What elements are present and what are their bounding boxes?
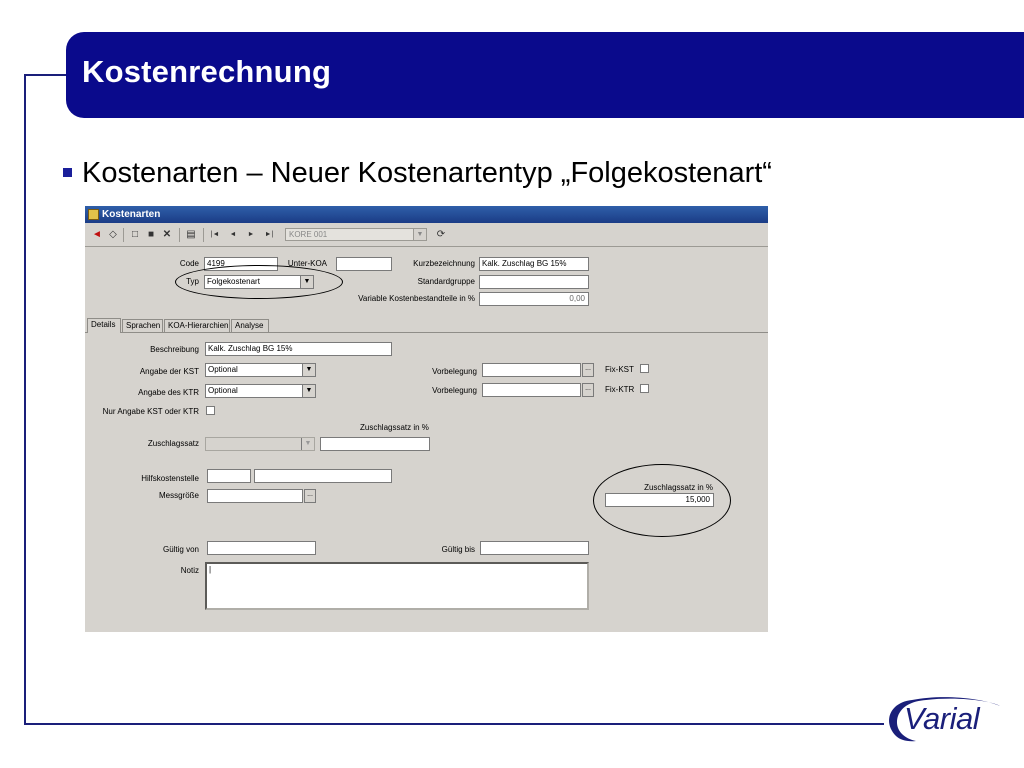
highlight-ellipse-zuschlag — [593, 464, 731, 537]
slide-subtitle: Kostenarten – Neuer Kostenartentyp „Folgekostenart“ — [82, 157, 772, 189]
toolbar-separator — [123, 228, 124, 242]
fix-ktr-checkbox[interactable] — [640, 384, 649, 393]
mandant-combo-value: KORE 001 — [289, 230, 328, 239]
varial-logo — [882, 692, 1006, 748]
angabe-ktr-label: Angabe des KTR — [138, 388, 199, 397]
tab-details[interactable]: Details — [87, 318, 121, 333]
fix-ktr-label: Fix-KTR — [605, 385, 635, 394]
kostenarten-window — [85, 206, 768, 632]
gueltig-von-field[interactable] — [207, 541, 316, 555]
toolbar-separator — [203, 228, 204, 242]
messgroesse-field[interactable] — [207, 489, 303, 503]
typ-select-value: Folgekostenart — [207, 277, 260, 286]
hilfskostenstelle-code-field[interactable] — [207, 469, 251, 483]
chevron-down-icon[interactable]: ▼ — [302, 385, 315, 397]
chevron-down-icon[interactable]: ▼ — [302, 364, 315, 376]
beschreibung-label: Beschreibung — [150, 345, 199, 354]
variable-kostenbestandteile-field[interactable]: 0,00 — [479, 292, 589, 306]
gueltig-bis-field[interactable] — [480, 541, 589, 555]
back-arrow-icon[interactable]: ◄ — [92, 229, 102, 240]
zuschlagssatz-select[interactable] — [205, 437, 315, 451]
zuschlagssatz-label: Zuschlagssatz — [147, 439, 199, 448]
delete-icon[interactable]: ✕ — [162, 229, 172, 240]
slide-title-bar — [66, 32, 1024, 118]
nur-angabe-checkbox[interactable] — [206, 406, 215, 415]
window-titlebar — [85, 206, 768, 223]
code-field[interactable]: 4199 — [204, 257, 278, 271]
frame-line-bottom — [24, 723, 884, 725]
unterkoa-field[interactable] — [336, 257, 392, 271]
zuschlagssatz-callout-label: Zuschlagssatz in % — [644, 483, 713, 492]
gueltig-von-label: Gültig von — [162, 545, 199, 554]
chevron-down-icon[interactable]: ▼ — [300, 276, 313, 288]
frame-line-left — [24, 74, 26, 724]
angabe-ktr-value: Optional — [208, 386, 238, 395]
angabe-kst-label: Angabe der KST — [139, 367, 199, 376]
vorbelegung-kst-field[interactable] — [482, 363, 581, 377]
save-icon[interactable]: ■ — [147, 229, 155, 240]
beschreibung-field[interactable]: Kalk. Zuschlag BG 15% — [205, 342, 392, 356]
variable-kostenbestandteile-label: Variable Kostenbestandteile in % — [358, 294, 475, 303]
toolbar-separator — [179, 228, 180, 242]
vorbelegung-kst-lookup-button[interactable]: ... — [582, 363, 594, 377]
frame-line-top — [24, 74, 68, 76]
print-icon[interactable]: ▤ — [186, 229, 196, 240]
chevron-down-icon[interactable]: ▼ — [301, 438, 314, 450]
previous-record-icon[interactable]: ◄ — [229, 231, 237, 238]
unterkoa-label: Unter-KOA — [287, 259, 327, 268]
messgroesse-lookup-button[interactable]: ... — [304, 489, 316, 503]
notiz-textarea[interactable]: | — [205, 562, 589, 610]
kurzbezeichnung-label: Kurzbezeichnung — [413, 259, 475, 268]
vorbelegung-ktr-lookup-button[interactable]: ... — [582, 383, 594, 397]
tab-koa-hierarchien[interactable]: KOA-Hierarchien — [164, 319, 230, 332]
bullet-icon — [63, 168, 72, 177]
fix-kst-checkbox[interactable] — [640, 364, 649, 373]
code-label: Code — [179, 259, 199, 268]
gueltig-bis-label: Gültig bis — [441, 545, 475, 554]
new-document-icon[interactable]: □ — [131, 229, 139, 240]
standardgruppe-field[interactable] — [479, 275, 589, 289]
app-icon — [88, 209, 99, 220]
slide-title: Kostenrechnung — [82, 54, 332, 89]
chevron-down-icon[interactable]: ▼ — [413, 229, 426, 240]
hilfskostenstelle-name-field[interactable] — [254, 469, 392, 483]
zuschlagssatz-in-pct-label: Zuschlagssatz in % — [360, 423, 429, 432]
vorbelegung-ktr-field[interactable] — [482, 383, 581, 397]
tab-sprachen[interactable]: Sprachen — [122, 319, 163, 332]
standardgruppe-label: Standardgruppe — [417, 277, 475, 286]
fix-kst-label: Fix-KST — [605, 365, 634, 374]
hilfskostenstelle-label: Hilfskostenstelle — [141, 474, 199, 483]
angabe-kst-value: Optional — [208, 365, 238, 374]
window-title: Kostenarten — [102, 209, 161, 220]
vorbelegung-kst-label: Vorbelegung — [432, 367, 477, 376]
mandant-combo[interactable] — [285, 228, 427, 241]
kurzbezeichnung-field[interactable]: Kalk. Zuschlag BG 15% — [479, 257, 589, 271]
notiz-label: Notiz — [180, 566, 199, 575]
vorbelegung-ktr-label: Vorbelegung — [432, 386, 477, 395]
zuschlagssatz-callout-field[interactable]: 15,000 — [605, 493, 714, 507]
refresh-icon[interactable]: ⟳ — [436, 229, 446, 240]
logo-text: Varial — [904, 701, 980, 736]
highlight-ellipse-typ — [175, 265, 343, 299]
tab-divider — [85, 332, 768, 333]
tab-analyse[interactable]: Analyse — [231, 319, 269, 332]
eraser-icon[interactable]: ◇ — [109, 229, 117, 240]
angabe-kst-select[interactable] — [205, 363, 316, 377]
typ-label: Typ — [186, 277, 199, 286]
nur-angabe-label: Nur Angabe KST oder KTR — [102, 407, 199, 416]
toolbar — [85, 224, 768, 247]
zuschlagssatz-pct-field[interactable] — [320, 437, 430, 451]
angabe-ktr-select[interactable] — [205, 384, 316, 398]
last-record-icon[interactable]: ►| — [264, 231, 274, 238]
first-record-icon[interactable]: |◄ — [210, 231, 220, 238]
messgroesse-label: Messgröße — [158, 491, 199, 500]
next-record-icon[interactable]: ► — [247, 231, 255, 238]
